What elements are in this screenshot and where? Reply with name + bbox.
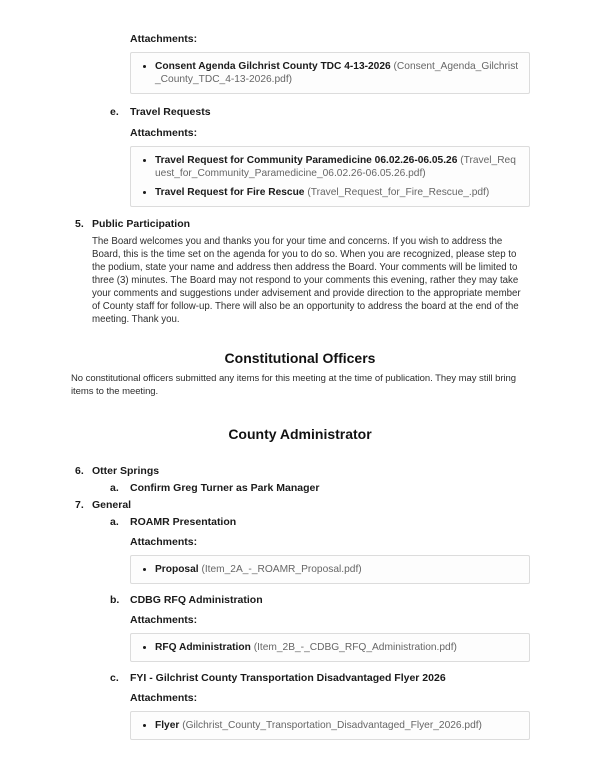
attachment-filename: (Item_2B_-_CDBG_RFQ_Administration.pdf): [253, 642, 457, 653]
attachment-box: [130, 52, 530, 94]
agenda-subitem-6a-confirm-park-manager: [110, 482, 540, 495]
attachments-block-consent: [130, 33, 530, 94]
item-title: FYI - Gilchrist County Transportation Disadvantaged Flyer 2026: [130, 672, 446, 684]
attachment-item[interactable]: [155, 641, 521, 654]
section-heading-constitutional-officers: Constitutional Officers: [224, 350, 376, 366]
item-letter: b.: [110, 594, 120, 606]
item-letter: c.: [110, 672, 119, 684]
item-number: 5.: [75, 218, 84, 230]
item-letter: a.: [110, 482, 119, 494]
attachment-filename: (Gilchrist_County_Transportation_Disadvantaged_Flyer_2026.pdf): [182, 720, 482, 731]
attachments-block-travel: [130, 127, 530, 207]
item-number: 6.: [75, 465, 84, 477]
attachment-box: [130, 555, 530, 584]
section-paragraph: No constitutional officers submitted any items for this meeting at the time of publication. They may still bring items to the meeting.: [71, 373, 516, 397]
attachments-block-roamr: [130, 536, 530, 584]
attachment-list: [131, 719, 521, 732]
agenda-item-5-public-participation: [75, 218, 540, 231]
attachment-filename: (Consent_Agenda_Gilchrist_County_TDC_4-13-2026.pdf): [155, 61, 519, 85]
item-title: Public Participation: [92, 218, 191, 230]
attachment-name[interactable]: RFQ Administration: [155, 642, 251, 653]
attachments-label: Attachments:: [130, 33, 198, 45]
item-title: Confirm Greg Turner as Park Manager: [130, 482, 320, 494]
attachment-box: [130, 633, 530, 662]
attachment-name[interactable]: Travel Request for Fire Rescue: [155, 187, 305, 198]
attachment-filename: (Item_2A_-_ROAMR_Proposal.pdf): [201, 564, 362, 575]
item-title: Travel Requests: [130, 106, 211, 118]
section-heading-county-administrator: County Administrator: [228, 426, 372, 442]
item-title: ROAMR Presentation: [130, 516, 237, 528]
item-title: General: [92, 499, 132, 511]
attachment-item[interactable]: [155, 60, 521, 86]
agenda-subitem-7c-fyi-flyer: [110, 672, 540, 685]
attachment-item[interactable]: [155, 154, 521, 180]
item-body-text: The Board welcomes you and thanks you for your time and concerns. If you wish to address the Board, this is the time set on the agenda for you to do so. When you are recognized, please step to the podium, state your name and address then address the Board. Your comments will be limited to three (3) minutes. The Board may not respond to your comments this evening, rather they may take your comments and suggestions under advisement and provide direction to the appropriate member of County staff for follow-up. There will also be an opportunity to address the board at the end of the meeting. Thank you.: [92, 236, 521, 325]
attachments-label: Attachments:: [130, 536, 198, 548]
attachments-block-flyer: [130, 692, 530, 740]
attachment-list: [131, 154, 521, 199]
attachment-list: [131, 563, 521, 576]
agenda-item-7-general: [75, 499, 540, 512]
attachment-filename: (Travel_Request_for_Fire_Rescue_.pdf): [307, 187, 490, 198]
attachment-box: [130, 711, 530, 740]
attachment-box: [130, 146, 530, 207]
agenda-subitem-e-travel-requests: [110, 106, 540, 119]
item-letter: a.: [110, 516, 119, 528]
attachment-item[interactable]: [155, 563, 521, 576]
agenda-item-6-otter-springs: [75, 465, 540, 478]
item-title: CDBG RFQ Administration: [130, 594, 263, 606]
attachment-name[interactable]: Flyer: [155, 720, 180, 731]
attachment-filename: (Travel_Request_for_Community_Paramedicine_06.02.26-06.05.26.pdf): [155, 155, 516, 179]
item-number: 7.: [75, 499, 84, 511]
attachment-name[interactable]: Proposal: [155, 564, 199, 575]
agenda-subitem-7a-roamr-presentation: [110, 516, 540, 529]
agenda-subitem-7b-cdbg-rfq: [110, 594, 540, 607]
attachments-block-cdbg: [130, 614, 530, 662]
attachments-label: Attachments:: [130, 692, 198, 704]
attachments-label: Attachments:: [130, 127, 198, 139]
attachment-name[interactable]: Travel Request for Community Paramedicine 06.02.26-06.05.26: [155, 155, 458, 166]
attachment-list: [131, 641, 521, 654]
attachment-list: [131, 60, 521, 86]
item-letter: e.: [110, 106, 119, 118]
attachment-item[interactable]: [155, 719, 521, 732]
attachments-label: Attachments:: [130, 614, 198, 626]
attachment-name[interactable]: Consent Agenda Gilchrist County TDC 4-13-2026: [155, 61, 391, 72]
attachment-item[interactable]: [155, 186, 521, 199]
item-title: Otter Springs: [92, 465, 160, 477]
